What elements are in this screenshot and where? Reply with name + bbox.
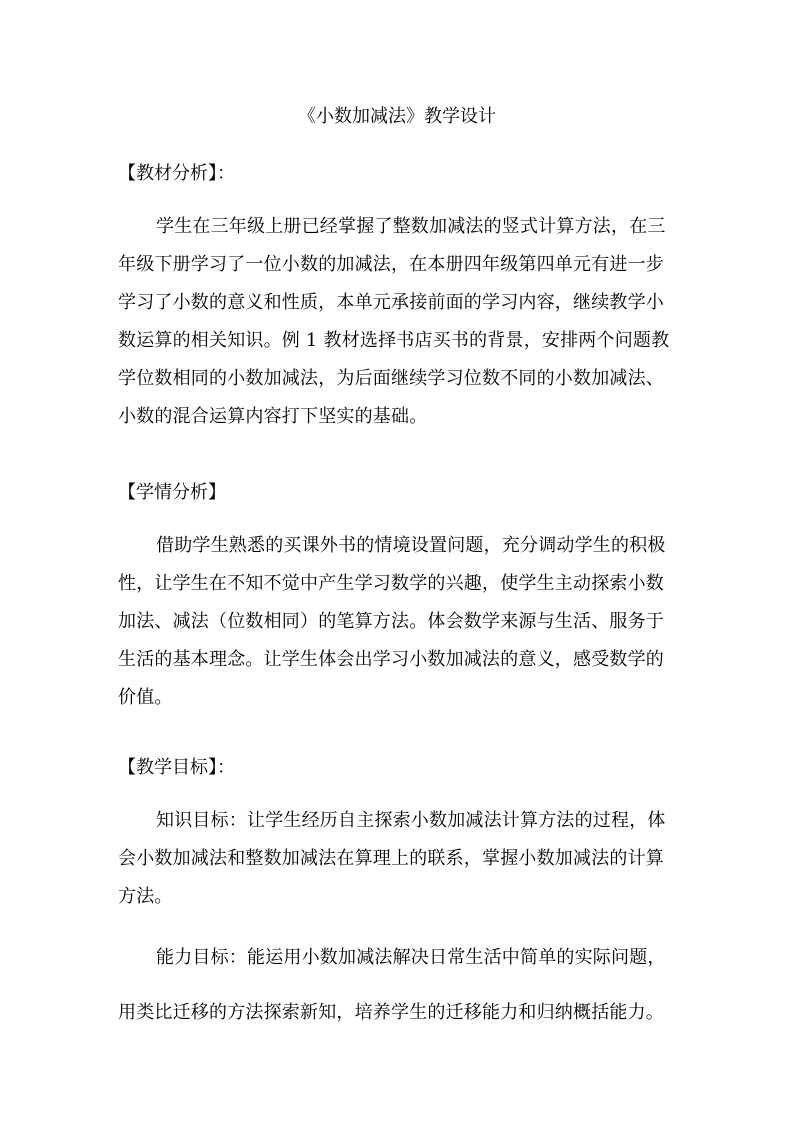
section-heading-textbook-analysis: 【教材分析】：: [118, 163, 235, 184]
section-heading-learner-analysis: 【学情分析】: [118, 482, 226, 503]
paragraph-line: 数运算的相关知识。例 1 教材选择书店买书的背景，安排两个问题教: [118, 330, 670, 351]
paragraph-line: 会小数加减法和整数加减法在算理上的联系，掌握小数加减法的计算: [118, 848, 664, 869]
paragraph-textbook-analysis: [118, 208, 698, 436]
paragraph-line: 小数的混合运算内容打下坚实的基础。: [118, 406, 428, 427]
paragraph-knowledge-goal: [118, 802, 698, 916]
paragraph-line: 学习了小数的意义和性质，本单元承接前面的学习内容，继续教学小: [118, 292, 664, 313]
paragraph-line: 学生在三年级上册已经掌握了整数加减法的竖式计算方法，在三: [156, 216, 666, 237]
paragraph-line: 学位数相同的小数加减法，为后面继续学习位数不同的小数加减法、: [118, 368, 664, 389]
paragraph-line: 年级下册学习了一位小数的加减法，在本册四年级第四单元有进一步: [118, 254, 664, 275]
paragraph-line: 性，让学生在不知不觉中产生学习数学的兴趣，使学生主动探索小数: [118, 573, 664, 594]
paragraph-line: 知识目标：让学生经历自主探索小数加减法计算方法的过程，体: [156, 810, 666, 831]
document-title: 《小数加减法》教学设计: [298, 106, 496, 127]
paragraph-line: 能力目标：能运用小数加减法解决日常生活中简单的实际问题，: [156, 947, 666, 968]
section-heading-teaching-goals: 【教学目标】：: [118, 757, 235, 778]
paragraph-line: 方法。: [118, 886, 173, 907]
paragraph-line: 用类比迁移的方法探索新知，培养学生的迁移能力和归纳概括能力。: [118, 1002, 664, 1023]
paragraph-ability-goal: [118, 939, 698, 1032]
paragraph-line: 借助学生熟悉的买课外书的情境设置问题，充分调动学生的积极: [156, 535, 666, 556]
paragraph-line: 加法、减法（位数相同）的笔算方法。体会数学来源与生活、服务于: [118, 611, 664, 632]
paragraph-line: 生活的基本理念。让学生体会出学习小数加减法的意义，感受数学的: [118, 649, 664, 670]
paragraph-line: 价值。: [118, 687, 173, 708]
paragraph-learner-analysis: [118, 527, 698, 717]
